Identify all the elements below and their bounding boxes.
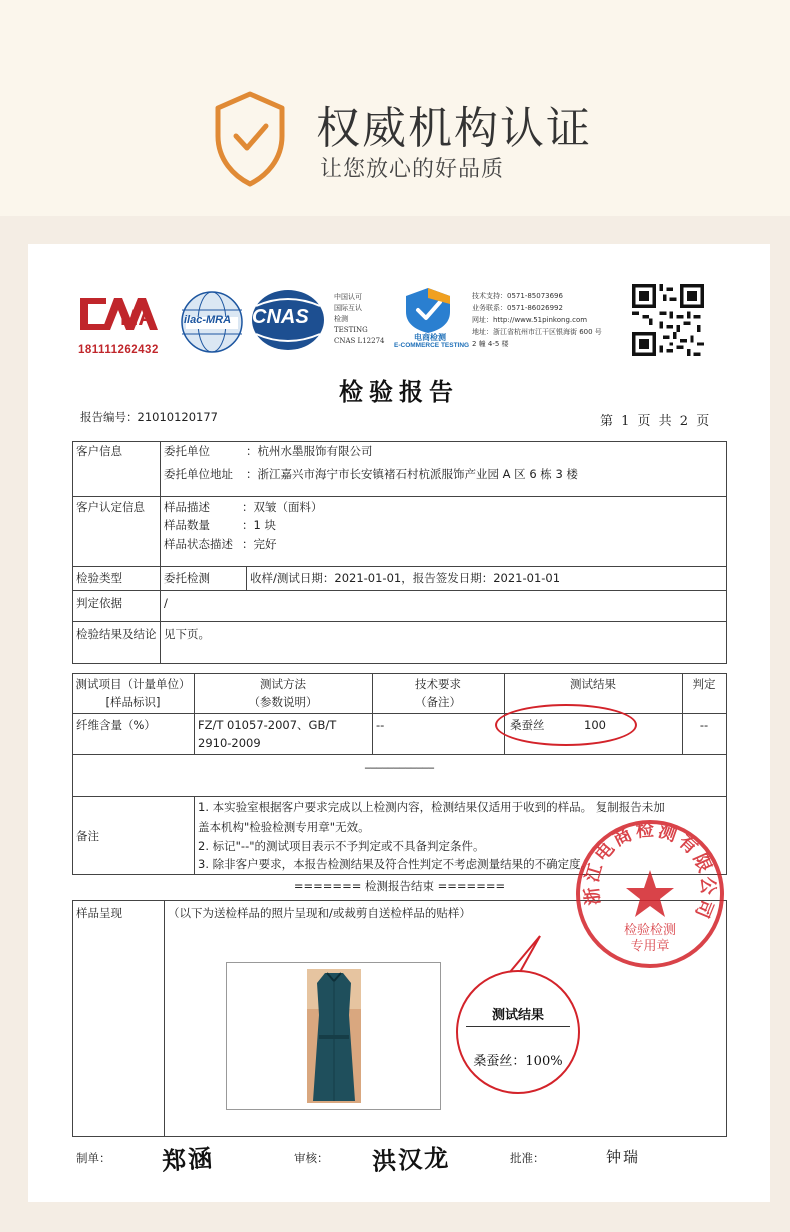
table-separator: ____________	[365, 755, 434, 769]
inspection-type-label: 检验类型	[76, 571, 122, 585]
row-method-2: 2910-2009	[198, 736, 261, 750]
remark-line-1: 1. 本实验室根据客户要求完成以上检测内容，检测结果仅适用于收到的样品。 复制报告未加	[198, 800, 665, 814]
header-method-sub: （参数说明）	[248, 695, 318, 709]
entrust-address-label: 委托单位地址	[164, 467, 233, 481]
photo-section-desc: （以下为送检样品的照片呈现和/或裁剪自送检样品的贴样）	[168, 906, 471, 920]
sample-label: 客户认定信息	[76, 500, 145, 514]
remark-line-4: 3. 除非客户要求，本报告检测结果及符合性判定不考虑测量结果的不确定度。	[198, 857, 593, 871]
report-title: 检验报告	[339, 377, 459, 406]
contact-info: 技术支持：0571-85073696 业务联系：0571-86026992 网址：http://www.51pinkong.com 地址：浙江省杭州市江干区银海街 600 号 2 幢 4-5 楼	[472, 292, 602, 348]
hero-title: 权威机构认证	[316, 103, 592, 154]
entrust-unit-label: 委托单位	[164, 444, 210, 458]
header-judgement: 判定	[692, 677, 716, 691]
report-end: ======= 检测报告结束 =======	[293, 879, 506, 893]
ecommerce-en: E-COMMERCE TESTING	[394, 342, 470, 349]
header-item-sub: [样品标识]	[105, 695, 161, 709]
maker-signature: 郑涵	[161, 1143, 216, 1176]
svg-text:浙江电商检测有限公司	[580, 818, 718, 923]
result-callout	[456, 970, 580, 1094]
header-method: 测试方法	[260, 677, 306, 691]
cnas-text: CNAS	[252, 306, 309, 328]
photo-section-label: 样品呈现	[76, 906, 122, 920]
dress-image-icon	[307, 969, 361, 1103]
row-result-value: 100	[584, 718, 606, 732]
ilac-text: ilac-MRA	[184, 314, 232, 326]
header-item: 测试项目（计量单位）	[75, 677, 191, 691]
ecommerce-cn: 电商检测	[414, 333, 446, 342]
sample-state-value: ：完好	[242, 537, 277, 551]
approver-label: 批准：	[510, 1151, 545, 1165]
basis-value: /	[164, 596, 168, 610]
cnas-info: 中国认可 国际互认 检测 TESTING CNAS L12274	[334, 293, 385, 345]
row-judgement: --	[699, 718, 709, 732]
sample-desc-label: 样品描述	[164, 500, 210, 514]
inspection-dates: 收样/测试日期：2021-01-01，报告签发日期：2021-01-01	[250, 571, 561, 585]
sample-qty-label: 样品数量	[164, 518, 210, 532]
inspection-type-value: 委托检测	[164, 571, 210, 585]
row-item: 纤维含量（%）	[76, 718, 156, 732]
hero-banner	[0, 0, 790, 216]
conclusion-label: 检验结果及结论	[76, 627, 157, 641]
sample-state-label: 样品状态描述	[164, 537, 233, 551]
basis-label: 判定依据	[76, 596, 122, 610]
official-seal-icon	[574, 818, 726, 970]
remark-line-3: 2. 标记"--"的测试项目表示不予判定或不具备判定条件。	[198, 839, 485, 853]
conclusion-value: 见下页。	[164, 627, 210, 641]
qr-code-icon[interactable]	[632, 284, 704, 356]
cma-text: MA	[120, 305, 155, 330]
header-requirement-sub: （备注）	[415, 695, 461, 709]
inspection-report	[28, 244, 770, 1202]
sample-photo	[307, 969, 361, 1103]
client-label: 客户信息	[76, 444, 122, 458]
callout-title: 测试结果	[491, 1008, 544, 1023]
header-requirement: 技术要求	[415, 677, 461, 691]
callout-value: 桑蚕丝：100%	[473, 1054, 563, 1069]
cma-mark-icon	[76, 294, 168, 334]
sample-desc-value: ：双皱（面料）	[242, 500, 323, 514]
callout-pointer	[504, 934, 544, 974]
approver-signature: 钟瑞	[606, 1148, 641, 1166]
entrust-unit-value: ：杭州水墨服饰有限公司	[246, 444, 373, 458]
page-number: 第 1 页 共 2 页	[600, 414, 710, 429]
seal-line-2: 专用章	[630, 939, 670, 954]
sample-qty-value: ：1 块	[242, 518, 276, 532]
remarks-label: 备注	[76, 829, 99, 843]
shield-check-icon	[210, 88, 290, 188]
cma-number: 181111262432	[78, 344, 159, 356]
seal-ring-text: 浙江电商检测有限公司	[581, 819, 719, 924]
seal-line-1: 检验检测	[623, 923, 677, 938]
hero-subtitle: 让您放心的好品质	[320, 157, 505, 182]
certification-logos	[76, 280, 726, 360]
result-highlight-ellipse	[495, 704, 637, 746]
reviewer-signature: 洪汉龙	[371, 1142, 451, 1177]
row-result-name: 桑蚕丝	[510, 718, 545, 732]
header-result: 测试结果	[570, 677, 616, 691]
sample-photo-frame	[226, 962, 441, 1110]
reviewer-label: 审核：	[294, 1151, 329, 1165]
remark-line-2: 盖本机构"检验检测专用章"无效。	[198, 820, 370, 834]
ecommerce-testing-shield-icon	[398, 286, 458, 334]
row-requirement: --	[376, 718, 385, 732]
entrust-address-value: ：浙江嘉兴市海宁市长安镇褚石村杭派服饰产业园 A 区 6 栋 3 楼	[246, 467, 578, 481]
cma-logo	[76, 294, 172, 356]
report-number: 报告编号：21010120177	[80, 410, 218, 424]
row-method-1: FZ/T 01057-2007、GB/T	[198, 718, 337, 732]
maker-label: 制单：	[76, 1151, 111, 1165]
